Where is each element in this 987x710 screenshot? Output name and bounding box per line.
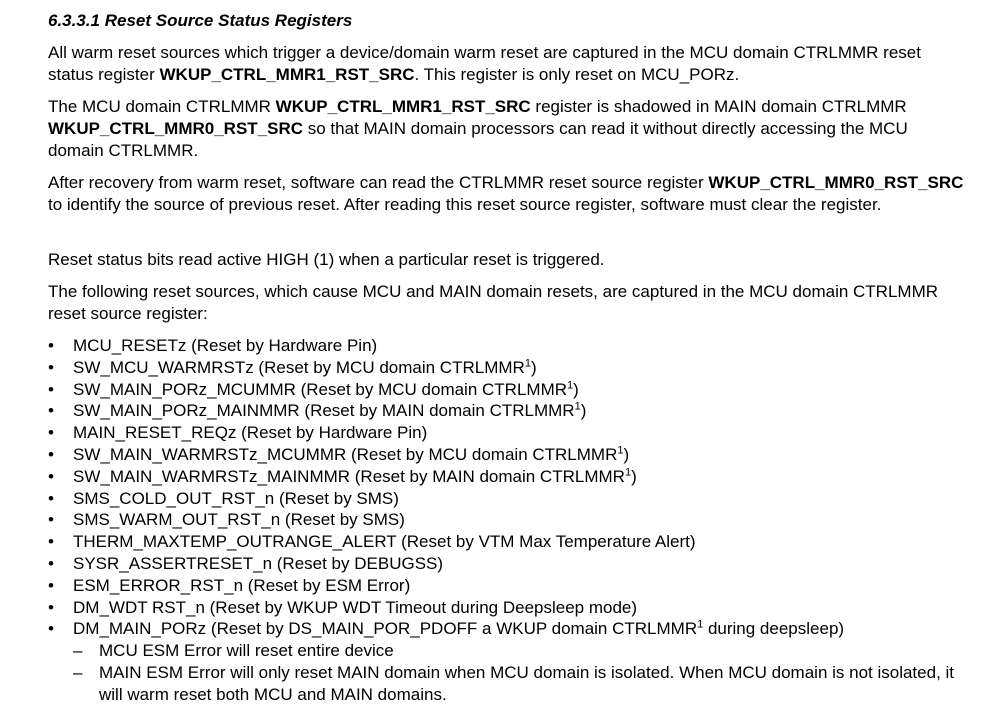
bullet-icon: • — [48, 466, 54, 486]
list-item: • MCU_RESETz (Reset by Hardware Pin) — [48, 336, 378, 355]
list-item: • DM_MAIN_PORz (Reset by DS_MAIN_POR_PDOFF a WKUP domain CTRLMMR$^1$ during deepsleep) – MCU ESM Error will reset entire device – MAIN ESM Error will only reset MAIN domain when MCU domain is isolated. When MCU domain is not isolated, it will warm reset both MCU and MAIN domains. — [48, 618, 978, 705]
bullet-icon: • — [48, 619, 54, 639]
section-number: 6.3.3.1 — [48, 11, 100, 30]
list-item: • SW_MAIN_WARMRSTz_MAINMMR (Reset by MAIN domain CTRLMMR$^1$) — [48, 466, 637, 486]
footnote-ref: 1 — [524, 357, 531, 370]
paragraph-4: Reset status bits read active HIGH (1) when a particular reset is triggered. — [48, 250, 605, 269]
paragraph-2 — [48, 96, 968, 162]
paragraph-1 — [48, 42, 968, 86]
p2-register-name-2: WKUP_CTRL_MMR0_RST_SRC — [48, 119, 304, 138]
bullet-icon: • — [48, 444, 54, 464]
section-title: Reset Source Status Registers — [104, 11, 353, 30]
paragraph-5: The following reset sources, which cause MCU and MAIN domain resets, are captured in the MCU domain CTRLMMR reset source register: — [48, 282, 939, 323]
bullet-icon: • — [48, 597, 54, 617]
footnote-ref: 1 — [624, 466, 632, 479]
dash-icon: – — [73, 662, 83, 682]
footnote-ref: 1 — [574, 400, 581, 413]
footnote-ref: 1 — [617, 444, 624, 457]
p2-register-name-1: WKUP_CTRL_MMR1_RST_SRC — [275, 97, 531, 116]
list-item: • DM_WDT RST_n (Reset by WKUP WDT Timeout during Deepsleep mode) — [48, 597, 638, 617]
footnote-ref: 1 — [567, 378, 574, 391]
section-heading — [48, 10, 352, 32]
p1-register-name: WKUP_CTRL_MMR1_RST_SRC — [159, 65, 415, 84]
p3-register-name: WKUP_CTRL_MMR0_RST_SRC — [708, 173, 964, 192]
list-item: • SMS_WARM_OUT_RST_n (Reset by SMS) — [48, 510, 405, 530]
list-item: • SYSR_ASSERTRESET_n (Reset by DEBUGSS) — [48, 553, 444, 573]
list-item: • THERM_MAXTEMP_OUTRANGE_ALERT (Reset by VTM Max Temperature Alert) — [48, 532, 696, 552]
p2-text-1: The MCU domain CTRLMMR — [48, 97, 276, 116]
p3-text-2: to identify the source of previous reset. After reading this reset source register, software must clear the register. — [48, 195, 882, 214]
dash-icon: – — [73, 641, 83, 661]
bullet-icon: • — [48, 423, 54, 443]
bullet-icon: • — [48, 357, 54, 377]
list-item: • SW_MCU_WARMRSTz (Reset by MCU domain CTRLMMR$^1$) — [48, 357, 537, 377]
list-item: • MAIN_RESET_REQz (Reset by Hardware Pin) — [48, 423, 428, 443]
bullet-icon: • — [48, 336, 54, 355]
sub-list — [73, 640, 978, 705]
p2-text-3: so that MAIN domain processors can read it without directly accessing the MCU domain CTRLMMR. — [48, 119, 908, 160]
bullet-icon: • — [48, 510, 54, 530]
paragraph-3 — [48, 172, 968, 216]
list-item: • SW_MAIN_PORz_MCUMMR (Reset by MCU domain CTRLMMR$^1$) — [48, 378, 579, 399]
bullet-icon: • — [48, 532, 54, 552]
p1-text-1: All warm reset sources which trigger a device/domain warm reset are captured in the MCU domain CTRLMMR reset status register — [48, 43, 921, 84]
p2-text-2: register is shadowed in MAIN domain CTRLMMR — [530, 97, 907, 116]
list-item: • SMS_COLD_OUT_RST_n (Reset by SMS) — [48, 488, 399, 508]
reset-source-list — [48, 335, 978, 706]
bullet-icon: • — [48, 379, 54, 399]
p3-text-1: After recovery from warm reset, software can read the CTRLMMR reset source register — [48, 173, 709, 192]
p1-text-2: . This register is only reset on MCU_PORz. — [414, 65, 740, 84]
bullet-icon: • — [48, 553, 54, 573]
bullet-icon: • — [48, 401, 54, 421]
list-item: • ESM_ERROR_RST_n (Reset by ESM Error) — [48, 575, 411, 595]
footnote-ref: 1 — [697, 618, 704, 631]
bullet-icon: • — [48, 488, 54, 508]
list-item: • SW_MAIN_WARMRSTz_MCUMMR (Reset by MCU domain CTRLMMR$^1$) — [48, 444, 630, 464]
sub-list-item: – MCU ESM Error will reset entire device — [73, 641, 394, 661]
bullet-icon: • — [48, 575, 54, 595]
list-item: • SW_MAIN_PORz_MAINMMR (Reset by MAIN domain CTRLMMR$^1$) — [48, 400, 587, 421]
sub-list-item: – MAIN ESM Error will only reset MAIN domain when MCU domain is isolated. When MCU domain is not isolated, it will warm reset both MCU and MAIN domains. — [73, 662, 955, 704]
